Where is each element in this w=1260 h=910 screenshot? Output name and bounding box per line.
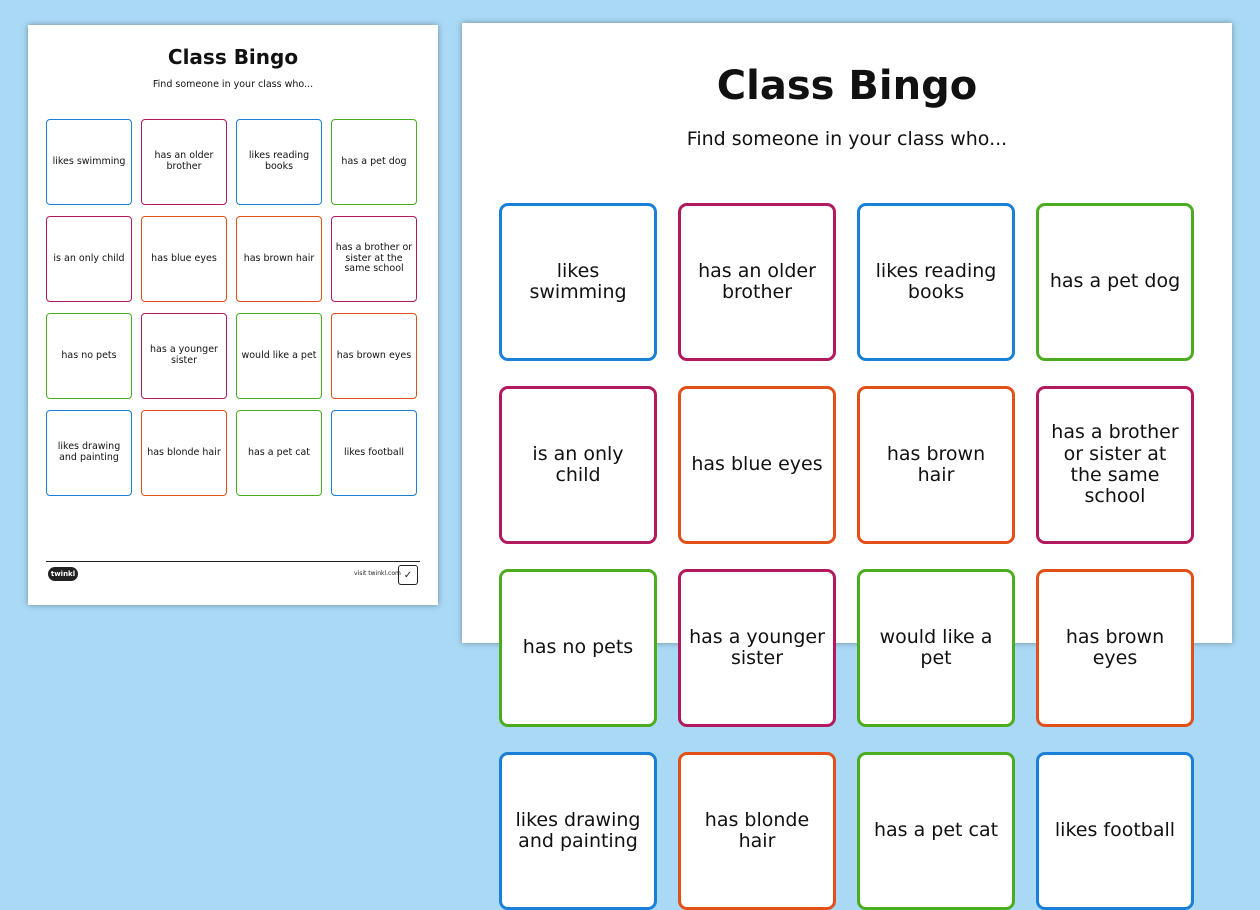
bingo-cell: likes swimming [46, 119, 132, 205]
bingo-cell: has no pets [499, 569, 657, 727]
bingo-grid [46, 119, 417, 496]
checklist-icon: ✓ [398, 565, 418, 585]
bingo-cell: is an only child [46, 216, 132, 302]
bingo-cell: has a pet cat [236, 410, 322, 496]
bingo-cell: likes reading books [236, 119, 322, 205]
bingo-cell: has brown eyes [1036, 569, 1194, 727]
bingo-cell: has blonde hair [141, 410, 227, 496]
bingo-cell: has a pet dog [1036, 203, 1194, 361]
worksheet-title: Class Bingo [167, 45, 299, 69]
bingo-cell: has a brother or sister at the same school [331, 216, 417, 302]
bingo-cell: has a younger sister [141, 313, 227, 399]
bingo-cell: has an older brother [141, 119, 227, 205]
bingo-cell: has a brother or sister at the same school [1036, 386, 1194, 544]
bingo-cell: would like a pet [857, 569, 1015, 727]
bingo-cell: has brown hair [236, 216, 322, 302]
worksheet-subtitle: Find someone in your class who... [152, 79, 314, 90]
worksheet-title-large: Class Bingo [716, 63, 978, 109]
bingo-cell: has brown hair [857, 386, 1015, 544]
bingo-cell: has an older brother [678, 203, 836, 361]
bingo-cell: has blue eyes [678, 386, 836, 544]
bingo-cell: likes football [331, 410, 417, 496]
bingo-cell: has a pet cat [857, 752, 1015, 910]
bingo-cell: has a pet dog [331, 119, 417, 205]
worksheet-subtitle-large: Find someone in your class who... [686, 128, 1008, 150]
bingo-cell: has a younger sister [678, 569, 836, 727]
twinkl-logo: twinkl [48, 567, 78, 581]
bingo-cell: likes swimming [499, 203, 657, 361]
footer-url: visit twinkl.com [354, 570, 401, 577]
bingo-cell: likes drawing and painting [499, 752, 657, 910]
footer-divider [46, 561, 420, 562]
bingo-cell: likes football [1036, 752, 1194, 910]
bingo-cell: has blonde hair [678, 752, 836, 910]
bingo-cell: is an only child [499, 386, 657, 544]
bingo-cell: has brown eyes [331, 313, 417, 399]
bingo-cell: likes reading books [857, 203, 1015, 361]
worksheet-thumbnail [28, 25, 438, 605]
bingo-grid-large [499, 203, 1194, 910]
bingo-cell: likes drawing and painting [46, 410, 132, 496]
bingo-cell: has no pets [46, 313, 132, 399]
worksheet-zoomed [462, 23, 1232, 852]
bingo-cell: would like a pet [236, 313, 322, 399]
bingo-cell: has blue eyes [141, 216, 227, 302]
